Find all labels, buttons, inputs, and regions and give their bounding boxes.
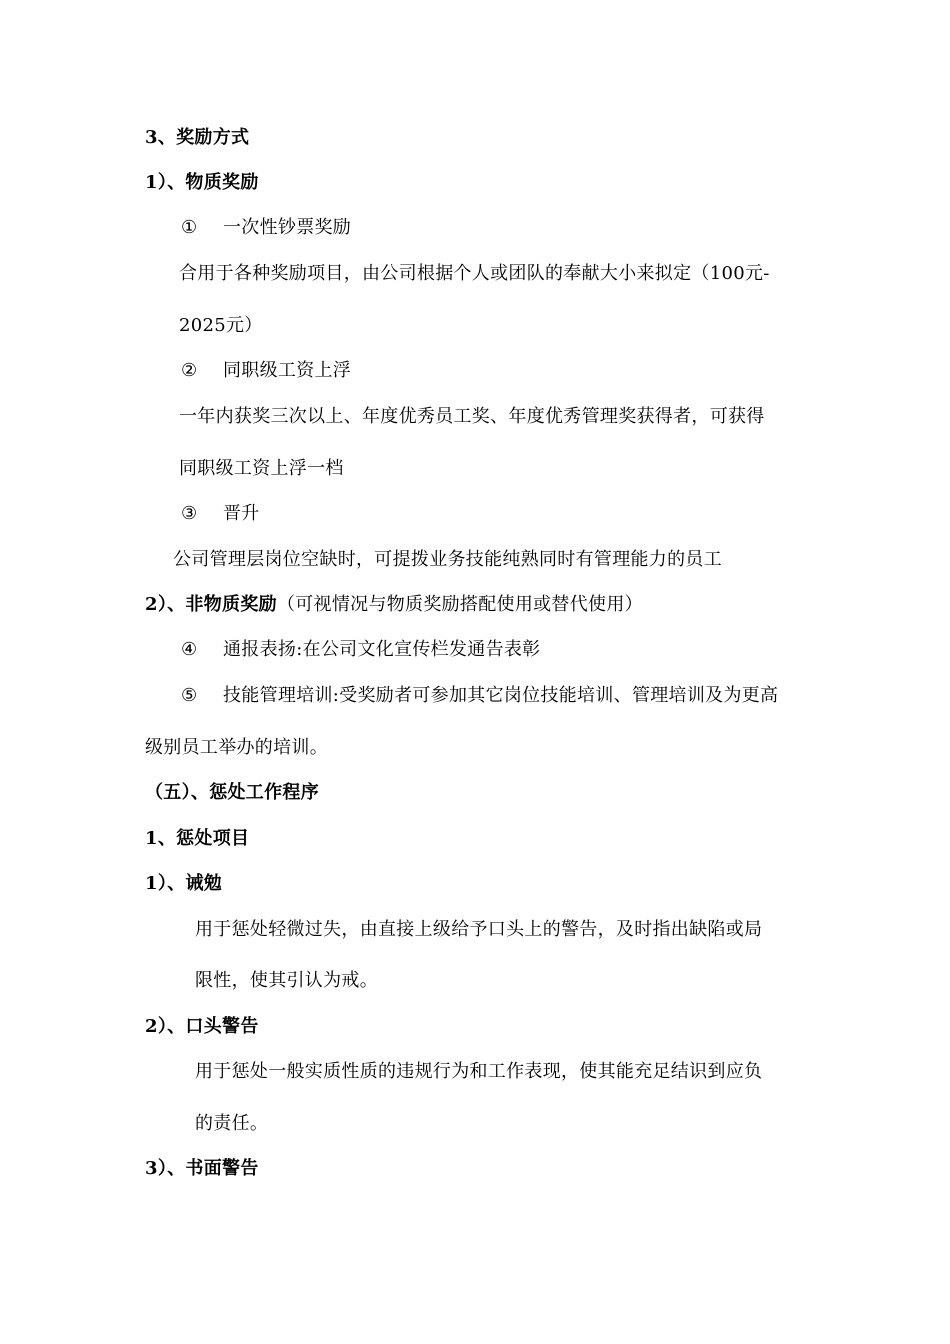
item-number: ④ (181, 639, 198, 660)
item-number: ① (181, 217, 198, 238)
paragraph-line: 级别员工举办的培训。 (145, 737, 328, 758)
item-cash-reward (181, 216, 351, 240)
paragraph-line: 2025元） (179, 315, 263, 336)
heading-verbal-warning: 2）、口头警告 (145, 1016, 259, 1037)
item-title: 一次性钞票奖励 (223, 217, 352, 238)
paragraph-line: 用于惩处轻微过失，由直接上级给予口头上的警告，及时指出缺陷或局 (195, 919, 763, 940)
item-text: 通报表扬:在公司文化宣传栏发通告表彰 (223, 639, 541, 660)
heading-penalty-procedure: （五）、惩处工作程序 (145, 782, 319, 803)
item-number: ② (181, 360, 198, 381)
paragraph-line: 一年内获奖三次以上、年度优秀员工奖、年度优秀管理奖获得者，可获得 (179, 406, 765, 427)
heading-penalty-items: 1、惩处项目 (145, 828, 250, 849)
item-skill-training (181, 684, 778, 708)
item-promotion (181, 502, 260, 526)
paragraph-line: 同职级工资上浮一档 (179, 458, 344, 479)
paragraph-line: 的责任。 (195, 1113, 269, 1134)
paragraph-line: 用于惩处一般实质性质的违规行为和工作表现，使其能充足结识到应负 (195, 1061, 763, 1082)
heading-note: （可视情况与物质奖励搭配使用或替代使用） (276, 594, 643, 615)
heading-text: 2）、非物质奖励 (145, 594, 277, 615)
heading-reward-methods: 3、奖励方式 (145, 127, 250, 148)
item-title: 晋升 (223, 503, 260, 524)
item-number: ⑤ (181, 685, 198, 706)
item-text: 技能管理培训:受奖励者可参加其它岗位技能培训、管理培训及为更高 (223, 685, 779, 706)
heading-written-warning: 3）、书面警告 (145, 1158, 259, 1179)
paragraph-line: 限性，使其引认为戒。 (195, 970, 378, 991)
heading-material-reward: 1）、物质奖励 (145, 172, 259, 193)
paragraph-line: 公司管理层岗位空缺时，可提拨业务技能纯熟同时有管理能力的员工 (173, 549, 722, 570)
heading-admonish: 1）、诫勉 (145, 873, 223, 894)
paragraph-line: 合用于各种奖励项目，由公司根据个人或团队的奉献大小来拟定（100元- (179, 263, 770, 284)
item-number: ③ (181, 503, 198, 524)
item-title: 同职级工资上浮 (223, 360, 352, 381)
item-public-praise (181, 638, 540, 662)
heading-nonmaterial-reward (145, 593, 643, 617)
item-salary-raise (181, 359, 351, 383)
